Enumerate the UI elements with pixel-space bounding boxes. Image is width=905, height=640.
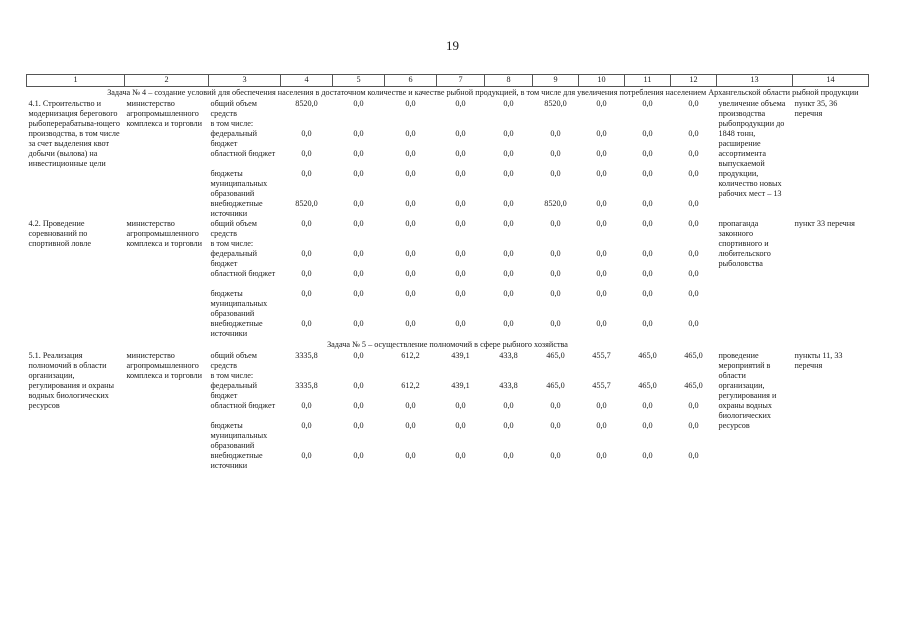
amount-cell: 465,0 xyxy=(684,381,703,390)
source-row-total xyxy=(27,351,869,371)
responsible-ministry: министерство агропромышленного комплекса и торговли xyxy=(126,351,203,380)
amount-cell: 0,0 xyxy=(596,99,607,108)
amount-cell xyxy=(625,119,671,129)
amount-cell: 0,0 xyxy=(550,401,561,410)
amount-cell: 0,0 xyxy=(503,99,514,108)
funding-source: федеральный бюджет xyxy=(210,129,258,148)
funding-source: областной бюджет xyxy=(210,401,276,410)
item-group-4-1 xyxy=(27,99,869,219)
funding-source: в том числе: xyxy=(210,239,254,248)
amount-cell: 0,0 xyxy=(353,289,364,298)
column-number-row xyxy=(27,75,869,87)
funding-source: общий объем средств xyxy=(210,219,257,238)
amount-cell: 0,0 xyxy=(503,169,514,178)
amount-cell xyxy=(281,119,333,129)
task-title: Задача № 5 – осуществление полномочий в сфере рыбного хозяйства xyxy=(327,340,568,349)
amount-cell: 0,0 xyxy=(301,269,312,278)
source-row-total xyxy=(27,219,869,239)
amount-cell: 0,0 xyxy=(301,249,312,258)
item-group-5-1 xyxy=(27,351,869,471)
amount-cell: 0,0 xyxy=(301,451,312,460)
amount-cell: 0,0 xyxy=(596,451,607,460)
amount-cell: 0,0 xyxy=(301,401,312,410)
amount-cell: 0,0 xyxy=(688,269,699,278)
amount-cell: 0,0 xyxy=(353,249,364,258)
amount-cell: 0,0 xyxy=(455,219,466,228)
amount-cell: 0,0 xyxy=(503,149,514,158)
amount-cell: 0,0 xyxy=(642,199,653,208)
amount-cell: 0,0 xyxy=(301,149,312,158)
amount-cell: 8520,0 xyxy=(544,199,567,208)
amount-cell: 0,0 xyxy=(503,219,514,228)
amount-cell: 0,0 xyxy=(642,169,653,178)
amount-cell: 0,0 xyxy=(688,289,699,298)
funding-source: общий объем средств xyxy=(210,99,257,118)
amount-cell: 0,0 xyxy=(455,169,466,178)
amount-cell: 0,0 xyxy=(455,421,466,430)
amount-cell: 0,0 xyxy=(405,219,416,228)
funding-source: в том числе: xyxy=(210,119,254,128)
funding-source: бюджеты муниципальных образований xyxy=(210,169,268,198)
amount-cell: 0,0 xyxy=(642,149,653,158)
amount-cell: 455,7 xyxy=(592,351,611,360)
amount-cell: 0,0 xyxy=(642,289,653,298)
amount-cell: 0,0 xyxy=(688,249,699,258)
amount-cell: 0,0 xyxy=(353,451,364,460)
amount-cell: 0,0 xyxy=(642,129,653,138)
column-number: 10 xyxy=(579,75,625,87)
amount-cell: 0,0 xyxy=(503,289,514,298)
amount-cell: 0,0 xyxy=(405,129,416,138)
list-reference: пункт 33 перечня xyxy=(794,219,855,228)
funding-source: федеральный бюджет xyxy=(210,249,258,268)
amount-cell: 0,0 xyxy=(596,401,607,410)
amount-cell xyxy=(533,371,579,381)
amount-cell: 0,0 xyxy=(642,401,653,410)
funding-source: областной бюджет xyxy=(210,269,276,278)
amount-cell: 0,0 xyxy=(596,219,607,228)
amount-cell: 0,0 xyxy=(688,421,699,430)
amount-cell xyxy=(437,119,485,129)
amount-cell: 465,0 xyxy=(638,351,657,360)
amount-cell: 0,0 xyxy=(642,421,653,430)
amount-cell: 3335,8 xyxy=(295,351,318,360)
column-number: 12 xyxy=(671,75,717,87)
amount-cell xyxy=(533,119,579,129)
list-reference: пункт 35, 36 перечня xyxy=(794,99,838,118)
amount-cell: 0,0 xyxy=(503,199,514,208)
amount-cell: 0,0 xyxy=(455,149,466,158)
funding-source: внебюджетные источники xyxy=(210,199,263,218)
amount-cell: 0,0 xyxy=(353,401,364,410)
funding-source: внебюджетные источники xyxy=(210,319,263,338)
amount-cell: 0,0 xyxy=(688,199,699,208)
amount-cell: 0,0 xyxy=(550,421,561,430)
amount-cell: 0,0 xyxy=(405,269,416,278)
amount-cell xyxy=(385,371,437,381)
amount-cell: 465,0 xyxy=(546,381,565,390)
amount-cell: 0,0 xyxy=(550,219,561,228)
amount-cell xyxy=(333,119,385,129)
amount-cell: 0,0 xyxy=(688,149,699,158)
budget-table xyxy=(26,74,869,471)
amount-cell xyxy=(281,371,333,381)
amount-cell xyxy=(579,119,625,129)
amount-cell: 0,0 xyxy=(405,421,416,430)
expected-result: увеличение объема производства рыбопродукции до 1848 тонн, расширение ассортимента выпускаемой продукции, количество новых рабочих мест – 13 xyxy=(718,99,786,198)
amount-cell: 0,0 xyxy=(503,269,514,278)
responsible-ministry: министерство агропромышленного комплекса и торговли xyxy=(126,219,203,248)
task5-heading xyxy=(27,339,869,351)
amount-cell: 0,0 xyxy=(550,169,561,178)
amount-cell: 439,1 xyxy=(451,351,470,360)
amount-cell: 0,0 xyxy=(596,249,607,258)
column-number: 7 xyxy=(437,75,485,87)
amount-cell: 0,0 xyxy=(596,199,607,208)
amount-cell: 612,2 xyxy=(401,381,420,390)
amount-cell: 0,0 xyxy=(353,149,364,158)
amount-cell: 0,0 xyxy=(405,401,416,410)
amount-cell: 0,0 xyxy=(550,129,561,138)
amount-cell: 0,0 xyxy=(642,249,653,258)
amount-cell: 0,0 xyxy=(353,351,364,360)
amount-cell: 0,0 xyxy=(405,451,416,460)
column-number: 2 xyxy=(125,75,209,87)
amount-cell: 0,0 xyxy=(642,451,653,460)
amount-cell: 0,0 xyxy=(405,199,416,208)
amount-cell: 0,0 xyxy=(405,319,416,328)
item-name: 5.1. Реализация полномочий в области организации, регулирования и охраны водных биологических ресурсов xyxy=(28,351,114,410)
amount-cell xyxy=(579,239,625,249)
column-number: 3 xyxy=(209,75,281,87)
amount-cell: 0,0 xyxy=(642,99,653,108)
amount-cell: 465,0 xyxy=(546,351,565,360)
item-name: 4.2. Проведение соревнований по спортивной ловле xyxy=(28,219,91,248)
amount-cell: 0,0 xyxy=(455,129,466,138)
amount-cell: 465,0 xyxy=(684,351,703,360)
amount-cell xyxy=(625,371,671,381)
amount-cell: 0,0 xyxy=(301,219,312,228)
amount-cell: 0,0 xyxy=(688,129,699,138)
amount-cell: 0,0 xyxy=(503,451,514,460)
amount-cell: 0,0 xyxy=(301,129,312,138)
amount-cell: 0,0 xyxy=(301,319,312,328)
amount-cell: 0,0 xyxy=(596,289,607,298)
amount-cell xyxy=(485,371,533,381)
expected-result: проведение мероприятий в области организации, регулирования и охраны водных биологических ресурсов xyxy=(718,351,777,430)
amount-cell: 0,0 xyxy=(455,451,466,460)
column-number: 1 xyxy=(27,75,125,87)
amount-cell: 0,0 xyxy=(596,421,607,430)
amount-cell: 0,0 xyxy=(596,149,607,158)
amount-cell: 0,0 xyxy=(503,319,514,328)
table-body xyxy=(27,75,869,100)
amount-cell xyxy=(671,239,717,249)
amount-cell: 0,0 xyxy=(550,451,561,460)
funding-source: в том числе: xyxy=(210,371,254,380)
funding-source: общий объем средств xyxy=(210,351,257,370)
amount-cell: 0,0 xyxy=(503,249,514,258)
item-group-4-2 xyxy=(27,219,869,339)
amount-cell: 0,0 xyxy=(596,319,607,328)
amount-cell xyxy=(533,239,579,249)
amount-cell: 0,0 xyxy=(596,129,607,138)
amount-cell: 0,0 xyxy=(455,199,466,208)
amount-cell: 0,0 xyxy=(301,169,312,178)
amount-cell: 0,0 xyxy=(688,319,699,328)
amount-cell: 0,0 xyxy=(405,249,416,258)
amount-cell: 455,7 xyxy=(592,381,611,390)
amount-cell: 0,0 xyxy=(503,129,514,138)
amount-cell: 0,0 xyxy=(688,99,699,108)
item-name: 4.1. Строительство и модернизация берегового рыбоперерабатыва-ющего производства, в том числе за счет выделения квот добычи (вылова) на инвестиционные цели xyxy=(28,99,120,168)
amount-cell: 0,0 xyxy=(353,319,364,328)
amount-cell: 612,2 xyxy=(401,351,420,360)
amount-cell: 8520,0 xyxy=(295,99,318,108)
source-row-total xyxy=(27,99,869,119)
amount-cell: 465,0 xyxy=(638,381,657,390)
amount-cell xyxy=(485,119,533,129)
expected-result: пропаганда законного спортивного и любительского рыболовства xyxy=(718,219,771,268)
amount-cell: 0,0 xyxy=(550,319,561,328)
amount-cell: 0,0 xyxy=(642,269,653,278)
column-number: 13 xyxy=(717,75,793,87)
amount-cell: 0,0 xyxy=(550,269,561,278)
amount-cell: 0,0 xyxy=(455,319,466,328)
amount-cell: 433,8 xyxy=(499,351,518,360)
funding-source: внебюджетные источники xyxy=(210,451,263,470)
amount-cell: 0,0 xyxy=(455,289,466,298)
amount-cell: 0,0 xyxy=(550,149,561,158)
amount-cell: 8520,0 xyxy=(295,199,318,208)
amount-cell: 0,0 xyxy=(596,169,607,178)
funding-source: федеральный бюджет xyxy=(210,381,258,400)
column-number: 11 xyxy=(625,75,671,87)
amount-cell xyxy=(333,371,385,381)
amount-cell: 0,0 xyxy=(405,169,416,178)
amount-cell: 0,0 xyxy=(301,421,312,430)
amount-cell xyxy=(385,239,437,249)
page-number: 19 xyxy=(446,38,459,53)
amount-cell: 0,0 xyxy=(455,99,466,108)
amount-cell: 0,0 xyxy=(642,319,653,328)
amount-cell xyxy=(281,239,333,249)
amount-cell: 0,0 xyxy=(550,289,561,298)
amount-cell: 0,0 xyxy=(503,421,514,430)
amount-cell: 0,0 xyxy=(353,219,364,228)
funding-source: областной бюджет xyxy=(210,149,276,158)
amount-cell: 0,0 xyxy=(455,269,466,278)
amount-cell: 3335,8 xyxy=(295,381,318,390)
amount-cell: 0,0 xyxy=(353,129,364,138)
responsible-ministry: министерство агропромышленного комплекса и торговли xyxy=(126,99,203,128)
amount-cell: 439,1 xyxy=(451,381,470,390)
amount-cell: 0,0 xyxy=(301,289,312,298)
task-heading-row xyxy=(27,87,869,100)
amount-cell: 0,0 xyxy=(550,249,561,258)
amount-cell: 0,0 xyxy=(688,169,699,178)
amount-cell xyxy=(671,119,717,129)
amount-cell: 0,0 xyxy=(353,381,364,390)
amount-cell: 0,0 xyxy=(596,269,607,278)
funding-source: бюджеты муниципальных образований xyxy=(210,289,268,318)
amount-cell xyxy=(671,371,717,381)
amount-cell: 0,0 xyxy=(353,99,364,108)
column-number: 14 xyxy=(793,75,869,87)
amount-cell: 0,0 xyxy=(353,421,364,430)
amount-cell: 433,8 xyxy=(499,381,518,390)
amount-cell: 0,0 xyxy=(405,149,416,158)
funding-source: бюджеты муниципальных образований xyxy=(210,421,268,450)
amount-cell xyxy=(437,371,485,381)
amount-cell: 0,0 xyxy=(503,401,514,410)
amount-cell: 0,0 xyxy=(455,249,466,258)
amount-cell: 0,0 xyxy=(353,199,364,208)
amount-cell: 0,0 xyxy=(353,269,364,278)
amount-cell xyxy=(625,239,671,249)
amount-cell xyxy=(579,371,625,381)
column-number: 9 xyxy=(533,75,579,87)
amount-cell: 0,0 xyxy=(353,169,364,178)
amount-cell: 0,0 xyxy=(688,219,699,228)
amount-cell xyxy=(437,239,485,249)
amount-cell xyxy=(333,239,385,249)
amount-cell: 0,0 xyxy=(688,401,699,410)
column-number: 5 xyxy=(333,75,385,87)
amount-cell: 0,0 xyxy=(405,289,416,298)
amount-cell: 0,0 xyxy=(688,451,699,460)
amount-cell xyxy=(385,119,437,129)
column-number: 6 xyxy=(385,75,437,87)
amount-cell xyxy=(485,239,533,249)
task-title: Задача № 4 – создание условий для обеспечения населения в достаточном количестве и качестве рыбной продукцией, в том числе для увеличения потребления населением Архангельской области рыбной продукции xyxy=(107,88,859,97)
list-reference: пункты 11, 33 перечня xyxy=(794,351,843,370)
column-number: 4 xyxy=(281,75,333,87)
column-number: 8 xyxy=(485,75,533,87)
amount-cell: 0,0 xyxy=(642,219,653,228)
amount-cell: 0,0 xyxy=(455,401,466,410)
amount-cell: 0,0 xyxy=(405,99,416,108)
task-heading-row xyxy=(27,339,869,351)
amount-cell: 8520,0 xyxy=(544,99,567,108)
